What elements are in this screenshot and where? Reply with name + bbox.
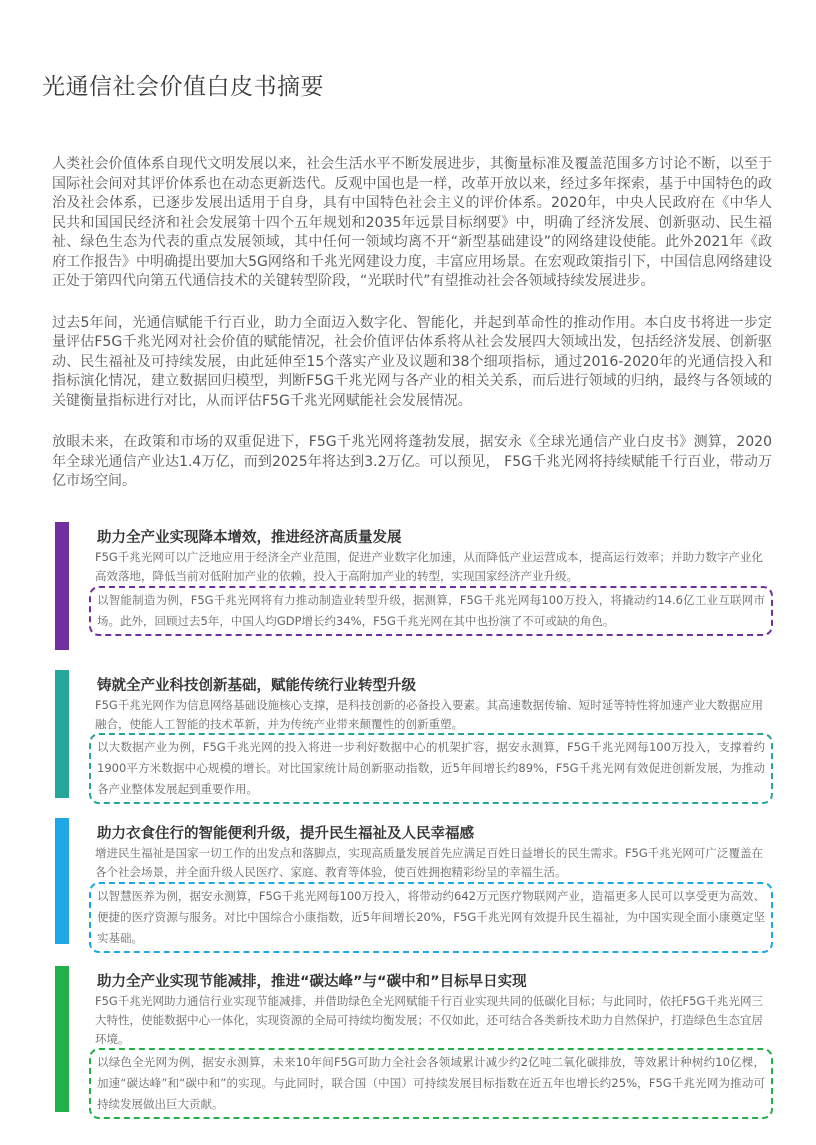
section-body: F5G千兆光网可以广泛地应用于经济全产业范围，促进产业数字化加速，从而降低产业运营成本，提高运行效率；并助力数字产业化高效落地，降低当前对低附加产业的依赖，投入于高附加产业的转型，实现国家经济产业升级。 [95, 550, 763, 583]
intro-paragraph-1: 人类社会价值体系自现代文明发展以来，社会生活水平不断发展进步，其衡量标准及覆盖范围多方讨论不断，以至于国际社会间对其评价体系也在动态更新迭代。反观中国也是一样，改革开放以来，经过多年探索，基于中国特色的政治及社会体系，已逐步发展出适用于自身，具有中国特色社会主义的评价体系。2020年，中央人民政府在《中华人民共和国国民经济和社会发展第十四个五年规划和2035年远景目标纲要》中，明确了经济发展、创新驱动、民生福祉、绿色生态为代表的重点发展领域，其中任何一领域均离不开“新型基础建设”的网络建设使能。此外2021年《政府工作报告》中明确提出要加大5G网络和千兆光网建设力度，丰富应用场景。在宏观政策指引下，中国信息网络建设正处于第四代向第五代通信技术的关键转型阶段，“光联时代”有望推动社会各领域持续发展进步。 [52, 156, 772, 289]
section-example-box: 以智能制造为例，F5G千兆光网将有力推动制造业转型升级，据测算，F5G千兆光网每100万投入，将撬动约14.6亿工业互联网市场。此外，回顾过去5年，中国人均GDP增长约34%，F5G千兆光网在其中也扮演了不可或缺的角色。 [89, 586, 773, 636]
section-innovation [55, 670, 767, 798]
section-title: 助力全产业实现降本增效，推进经济高质量发展 [97, 530, 402, 546]
section-accent-bar [55, 670, 69, 798]
intro-paragraph-3: 放眼未来，在政策和市场的双重促进下，F5G千兆光网将蓬勃发展，据安永《全球光通信产业白皮书》测算，2020年全球光通信产业达1.4万亿，而到2025年将达到3.2万亿。可以预见， F5G千兆光网将持续赋能千行百业，带动万亿市场空间。 [52, 434, 772, 489]
section-economy [55, 522, 767, 650]
section-body: 增进民生福祉是国家一切工作的出发点和落脚点，实现高质量发展首先应满足百姓日益增长的民生需求。F5G千兆光网可广泛覆盖在各个社会场景，并全面升级人民医疗、家庭、教育等体验，使百姓拥抱精彩纷呈的幸福生活。 [95, 846, 763, 879]
section-example-box: 以大数据产业为例，F5G千兆光网的投入将进一步利好数据中心的机架扩容，据安永测算，F5G千兆光网每100万投入，支撑着约1900平方米数据中心规模的增长。对比国家统计局创新驱动指数，近5年间增长约89%，F5G千兆光网有效促进创新发展，为推动各产业整体发展起到重要作用。 [89, 733, 773, 804]
section-title: 助力全产业实现节能减排，推进“碳达峰”与“碳中和”目标早日实现 [97, 974, 527, 990]
section-accent-bar [55, 522, 69, 650]
intro [52, 155, 772, 514]
page-title: 光通信社会价值白皮书摘要 [42, 74, 324, 100]
section-example-box: 以绿色全光网为例，据安永测算，未来10年间F5G可助力全社会各领域累计减少约2亿吨二氧化碳排放，等效累计种树约10亿棵，加速“碳达峰”和“碳中和”的实现。与此同时，联合国（中国）可持续发展目标指数在近五年也增长约25%，F5G千兆光网为推动可持续发展做出巨大贡献。 [89, 1048, 773, 1119]
section-body: F5G千兆光网作为信息网络基础设施核心支撑，是科技创新的必备投入要素。其高速数据传输、短时延等特性将加速产业大数据应用融合，使能人工智能的技术革新，并为传统产业带来颠覆性的创新重塑。 [95, 698, 763, 731]
section-example-box: 以智慧医养为例，据安永测算，F5G千兆光网每100万投入，将带动约642万元医疗物联网产业，造福更多人民可以享受更为高效、便捷的医疗资源与服务。对比中国综合小康指数，近5年间增长20%，F5G千兆光网有效提升民生福祉，为中国实现全面小康奠定坚实基础。 [89, 882, 773, 953]
section-title: 助力衣食住行的智能便利升级，提升民生福祉及人民幸福感 [97, 826, 474, 842]
section-accent-bar [55, 966, 69, 1112]
section-title: 铸就全产业科技创新基础，赋能传统行业转型升级 [97, 678, 416, 694]
section-sustainability [55, 966, 767, 1112]
section-accent-bar [55, 818, 69, 944]
section-body: F5G千兆光网助力通信行业实现节能减排，并借助绿色全光网赋能千行百业实现共同的低碳化目标；与此同时，依托F5G千兆光网三大特性，使能数据中心一体化，实现资源的全局可持续均衡发展；不仅如此，还可结合各类新技术助力自然保护，打造绿色生态宜居环境。 [95, 994, 763, 1046]
intro-paragraph-2: 过去5年间，光通信赋能千行百业，助力全面迈入数字化、智能化，并起到革命性的推动作用。本白皮书将进一步定量评估F5G千兆光网对社会价值的赋能情况，社会价值评估体系将从社会发展四大领域出发，包括经济发展、创新驱动、民生福祉及可持续发展，由此延伸至15个落实产业及议题和38个细项指标，通过2016-2020年的光通信投入和指标演化情况，建立数据回归模型，判断F5G千兆光网与各产业的相关关系，而后进行领域的归纳，最终与各领域的关键衡量指标进行对比，从而评估F5G千兆光网赋能社会发展情况。 [52, 314, 772, 409]
section-livelihood [55, 818, 767, 944]
